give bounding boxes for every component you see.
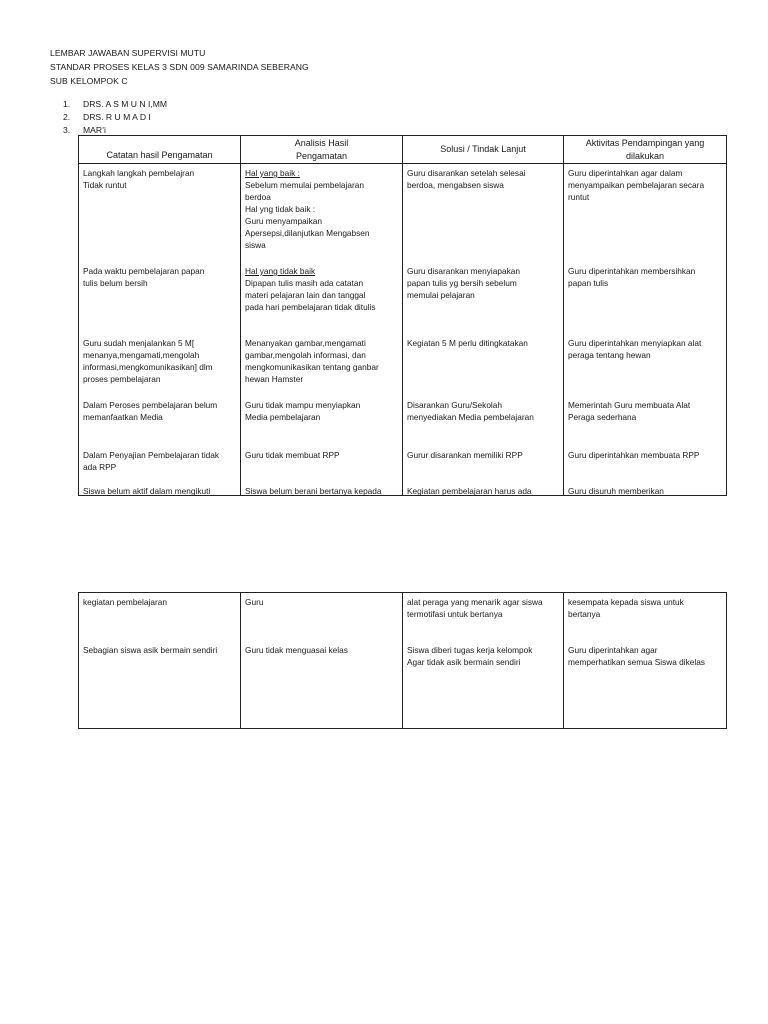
- supervision-table-page-1: [78, 135, 727, 496]
- cell-text-line: Siswa belum berani bertanya kepada: [245, 486, 382, 495]
- cell-text-line: Apersepsi,dilanjutkan Mengabsen: [245, 228, 370, 238]
- cell-text-line: Hal yng tidak baik :: [245, 204, 316, 214]
- cell-text-line: papan tulis: [568, 278, 609, 288]
- cell-text-line: Gurur disarankan memiliki RPP: [407, 450, 523, 460]
- cell-text-line: Guru diperintahkan menyiapkan alat: [568, 338, 702, 348]
- table-row: [79, 641, 726, 728]
- assistance-cell: [564, 593, 726, 641]
- assistance-cell: [564, 164, 726, 262]
- supervision-table-page-2: [78, 592, 727, 729]
- cell-text-line: Agar tidak asik bermain sendiri: [407, 657, 521, 667]
- cell-text-line: siswa: [245, 240, 266, 250]
- cell-text-line: memperhatikan semua Siswa dikelas: [568, 657, 705, 667]
- cell-text-line: Sebelum memulai pembelajaran: [245, 180, 364, 190]
- analysis-cell: [241, 396, 403, 446]
- cell-text-line: Pada waktu pembelajaran papan: [83, 266, 205, 276]
- table-header-row: [79, 136, 726, 164]
- cell-text-line: mengkomunikasikan tentang ganbar: [245, 362, 379, 372]
- cell-text-line: Guru sudah menjalankan 5 M[: [83, 338, 195, 348]
- assistance-cell: [564, 482, 726, 495]
- cell-text-line: dilakukan: [625, 150, 665, 161]
- cell-text-line: alat peraga yang menarik agar siswa: [407, 597, 543, 607]
- assistance-cell: [564, 262, 726, 334]
- cell-text-line: Dalam Peroses pembelajaran belum: [83, 400, 218, 410]
- cell-text-line: Guru diperintahkan membersihkan: [568, 266, 696, 276]
- observation-cell: [79, 164, 241, 262]
- cell-text-line: proses pembelajaran: [83, 374, 161, 384]
- document-header: [50, 46, 309, 88]
- cell-text-line: ada RPP: [83, 462, 117, 472]
- cell-text-line: kesempata kepada siswa untuk: [568, 597, 684, 607]
- observation-cell: [79, 334, 241, 396]
- analysis-cell: [241, 446, 403, 482]
- column-header-solution: [403, 136, 564, 163]
- cell-text-line: Peraga sederhana: [568, 412, 637, 422]
- table-row: [79, 164, 726, 262]
- observation-cell: [79, 593, 241, 641]
- cell-text-line: termotifasi untuk bertanya: [407, 609, 503, 619]
- cell-text-line: berdoa, mengabsen siswa: [407, 180, 504, 190]
- cell-text-line: Hal yang baik :: [245, 168, 300, 178]
- cell-text-line: papan tulis yg bersih sebelum: [407, 278, 517, 288]
- solution-cell: [403, 334, 564, 396]
- analysis-cell: [241, 164, 403, 262]
- cell-text-line: pada hari pembelajaran tidak ditulis: [245, 302, 376, 312]
- column-header-assistance: [564, 136, 726, 163]
- analysis-cell: [241, 262, 403, 334]
- cell-text-line: menyampaikan pembelajaran secara: [568, 180, 705, 190]
- cell-text-line: hewan Hamster: [245, 374, 304, 384]
- solution-cell: [403, 446, 564, 482]
- document-group: SUB KELOMPOK C: [50, 76, 128, 86]
- observation-cell: [79, 482, 241, 495]
- table-row: [79, 396, 726, 446]
- observation-cell: [79, 446, 241, 482]
- cell-text-line: Pengamatan: [295, 150, 348, 161]
- cell-text-line: memanfaatkan Media: [83, 412, 163, 422]
- cell-text-line: Kegiatan 5 M perlu ditingkatakan: [407, 338, 528, 348]
- cell-text-line: runtut: [568, 192, 590, 202]
- cell-text-line: Guru tidak membuat RPP: [245, 450, 340, 460]
- solution-cell: [403, 164, 564, 262]
- cell-text-line: peraga tentang hewan: [568, 350, 651, 360]
- solution-cell: [403, 482, 564, 495]
- cell-text-line: Langkah langkah pembelajran: [83, 168, 195, 178]
- cell-text-line: Sebagian siswa asik bermain sendiri: [83, 645, 218, 655]
- solution-cell: [403, 262, 564, 334]
- cell-text-line: Kegiatan pembelajaran harus ada: [407, 486, 532, 495]
- cell-text-line: Analisis Hasil: [294, 138, 349, 148]
- table-row: [79, 482, 726, 495]
- analysis-cell: [241, 334, 403, 396]
- cell-text-line: Tidak runtut: [83, 180, 127, 190]
- cell-text-line: bertanya: [568, 609, 601, 619]
- assistance-cell: [564, 334, 726, 396]
- cell-text-line: Guru disarankan setelah selesai: [407, 168, 526, 178]
- assistance-cell: [564, 446, 726, 482]
- cell-text-line: Solusi / Tindak Lanjut: [440, 144, 526, 155]
- cell-text-line: Guru diperintahkan agar: [568, 645, 658, 655]
- cell-text-line: Menanyakan gambar,mengamati: [245, 338, 366, 348]
- cell-text-line: Guru menyampaikan: [245, 216, 323, 226]
- cell-text-line: Siswa belum aktif dalam mengikuti: [83, 486, 211, 495]
- cell-text-line: Guru tidak menguasai kelas: [245, 645, 348, 655]
- cell-text-line: Guru diperintahkan membuata RPP: [568, 450, 700, 460]
- cell-text-line: kegiatan pembelajaran: [83, 597, 167, 607]
- analysis-cell: [241, 482, 403, 495]
- cell-text-line: menanya,mengamati,mengolah: [83, 350, 200, 360]
- column-header-observation: [79, 136, 241, 163]
- analysis-cell: [241, 641, 403, 728]
- cell-text-line: Guru disuruh memberikan: [568, 486, 664, 495]
- team-member-name: MAR’i: [83, 125, 106, 135]
- cell-text-line: Dipapan tulis masih ada catatan: [245, 278, 364, 288]
- cell-text-line: Siswa diberi tugas kerja kelompok: [407, 645, 533, 655]
- solution-cell: [403, 593, 564, 641]
- cell-text-line: materi pelajaran lain dan tanggal: [245, 290, 366, 300]
- cell-text-line: Aktivitas Pendampingan yang: [585, 138, 705, 148]
- cell-text-line: Dalam Penyajian Pembelajaran tidak: [83, 450, 220, 460]
- cell-text-line: memulai pelajaran: [407, 290, 475, 300]
- column-header-analysis: [241, 136, 403, 163]
- cell-text-line: Guru disarankan menyiapakan: [407, 266, 520, 276]
- solution-cell: [403, 396, 564, 446]
- cell-text-line: Hal yang tidak baik: [245, 266, 316, 276]
- table-row: [79, 593, 726, 641]
- team-member-name: DRS. A S M U N I,MM: [83, 99, 168, 109]
- cell-text-line: Guru tidak mampu menyiapkan: [245, 400, 361, 410]
- solution-cell: [403, 641, 564, 728]
- cell-text-line: Catatan hasil Pengamatan: [106, 149, 213, 160]
- cell-text-line: Memerintah Guru membuata Alat: [568, 400, 691, 410]
- list-number: 1.: [63, 99, 71, 109]
- cell-text-line: informasi,mengkomunikasikan] dlm: [83, 362, 213, 372]
- cell-text-line: gambar,mengolah informasi, dan: [245, 350, 366, 360]
- cell-text-line: Media pembelajaran: [245, 412, 321, 422]
- assistance-cell: [564, 641, 726, 728]
- document-subtitle: STANDAR PROSES KELAS 3 SDN 009 SAMARINDA SEBERANG: [50, 62, 309, 72]
- table-row: [79, 446, 726, 482]
- table-row: [79, 262, 726, 334]
- table-row: [79, 334, 726, 396]
- team-member-name: DRS. R U M A D I: [83, 112, 151, 122]
- observation-cell: [79, 641, 241, 728]
- assistance-cell: [564, 396, 726, 446]
- cell-text-line: Disarankan Guru/Sekolah: [407, 400, 503, 410]
- observation-cell: [79, 262, 241, 334]
- observation-cell: [79, 396, 241, 446]
- cell-text-line: Guru diperintahkan agar dalam: [568, 168, 683, 178]
- list-number: 3.: [63, 125, 71, 135]
- list-number: 2.: [63, 112, 71, 122]
- analysis-cell: [241, 593, 403, 641]
- cell-text-line: Guru: [245, 597, 264, 607]
- cell-text-line: tulis belum bersih: [83, 278, 148, 288]
- document-title: LEMBAR JAWABAN SUPERVISI MUTU: [50, 48, 206, 58]
- cell-text-line: berdoa: [245, 192, 271, 202]
- cell-text-line: menyediakan Media pembelajaran: [407, 412, 534, 422]
